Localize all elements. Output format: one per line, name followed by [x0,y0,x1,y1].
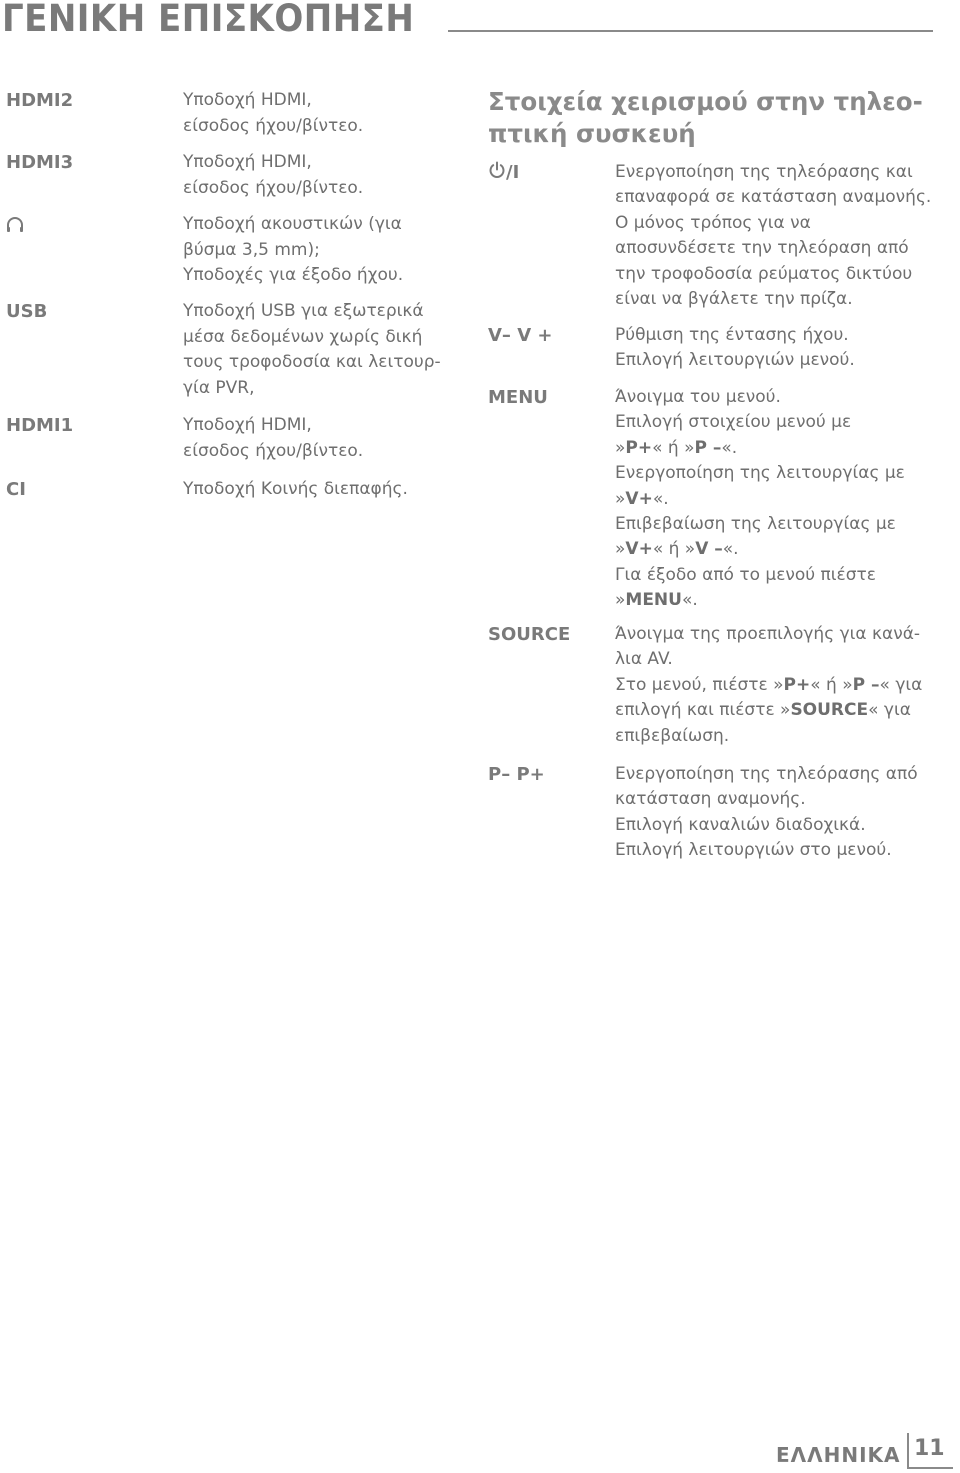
description-line [615,698,935,723]
description-line: Ενεργοποίηση της τηλεόρασης και [615,162,913,182]
connection-description [183,212,453,289]
text-fragment: » [615,437,626,458]
description-line: Επιλογή λειτουργιών μενού. [615,350,855,371]
key-name: SOURCE [790,700,869,721]
description-line: Υποδοχή ακουστικών (για [183,214,402,234]
description-line: Υποδοχή HDMI, [183,415,312,435]
description-line: Επιλογή καναλιών διαδοχικά. [615,814,866,835]
text-fragment: «. [652,488,669,509]
description-line [615,436,935,461]
footer-rule [907,1433,909,1469]
description-line: Άνοιγμα του μενού. [615,387,781,407]
description-line: κατάσταση αναμονής. [615,789,806,810]
control-label: V– V + [488,325,553,346]
control-description [615,160,935,312]
description-line: Επιλογή στοιχείου μενού με [615,412,852,433]
control-label [488,160,519,186]
connection-label: HDMI1 [6,415,74,436]
connection-description [183,299,453,401]
description-line: βύσμα 3,5 mm); [183,239,320,260]
section-heading [488,86,928,150]
page-number: 11 [914,1436,945,1461]
text-fragment: «. [721,437,738,458]
power-icon [488,161,506,186]
description-line: γία PVR, [183,377,255,398]
connection-description [183,150,453,201]
description-line: Ενεργοποίηση της τηλεόρασης από [615,764,918,784]
connection-label: CI [6,479,26,500]
description-line: λια AV. [615,649,673,670]
key-name: P – [852,674,880,695]
connection-label: HDMI2 [6,90,74,111]
control-label: SOURCE [488,624,571,645]
key-name: V+ [625,539,653,560]
description-line: επαναφορά σε κατάσταση αναμονής. [615,187,932,208]
description-line: Υποδοχή HDMI, [183,152,312,172]
description-line: Υποδοχή Κοινής διεπαφής. [183,479,408,499]
description-line: είσοδος ήχου/βίντεο. [183,115,364,136]
connection-description [183,477,453,503]
description-line: Ρύθμιση της έντασης ήχου. [615,325,849,345]
description-line [615,588,935,613]
key-name: P – [694,437,722,458]
text-fragment: Στο μενού, πιέστε » [615,674,784,695]
key-name: MENU [625,590,682,611]
control-description [615,622,935,749]
description-line: αποσυνδέσετε την τηλεόραση από [615,238,909,259]
description-line: Υποδοχές για έξοδο ήχου. [183,265,404,285]
power-label-suffix: /I [506,162,520,183]
description-line [615,487,935,512]
heading-line: πτική συσκευή [488,119,696,148]
key-name: P+ [625,437,653,458]
connection-label: HDMI3 [6,152,74,173]
connection-description [183,413,453,464]
description-line [615,673,935,698]
text-fragment: « ή » [652,437,695,458]
connection-label: USB [6,301,48,322]
key-name: P+ [783,674,811,695]
text-fragment: » [615,590,626,611]
description-line: επιβεβαίωση. [615,725,730,746]
text-fragment: επιλογή και πιέστε » [615,700,791,721]
connection-description [183,88,453,139]
page-title: ΓΕΝΙΚΗ ΕΠΙΣΚΟΠΗΣΗ [2,0,415,40]
text-fragment: « ή » [652,539,696,560]
description-line: μέσα δεδομένων χωρίς δική [183,326,423,347]
description-line: Υποδοχή USB για εξωτερικά [183,301,424,321]
footer-language: ΕΛΛΗΝΙΚΑ [776,1443,901,1467]
control-label: P– P+ [488,764,545,785]
text-fragment: « ή » [810,674,853,695]
footer-underline [909,1467,953,1469]
heading-line: Στοιχεία χειρισμού στην τηλεο- [488,87,923,116]
text-fragment: « για [868,700,911,721]
text-fragment: » [615,539,626,560]
control-description [615,385,935,614]
description-line [615,537,935,562]
control-description [615,762,935,864]
description-line: Ενεργοποίηση της λειτουργίας με [615,463,905,484]
key-name: V – [695,539,723,560]
description-line: τους τροφοδοσία και λειτουρ- [183,352,441,372]
text-fragment: «. [722,539,739,560]
description-line: την τροφοδοσία ρεύματος δικτύου [615,263,913,284]
control-label: MENU [488,387,548,408]
control-description [615,323,935,374]
description-line: είσοδος ήχου/βίντεο. [183,440,364,461]
description-line: Επιβεβαίωση της λειτουργίας με [615,514,896,535]
description-line: Υποδοχή HDMI, [183,90,312,110]
key-name: V+ [625,488,653,509]
title-rule [448,30,933,32]
text-fragment: «. [681,590,698,611]
description-line: Άνοιγμα της προεπιλογής για κανά- [615,624,921,644]
description-line: Για έξοδο από το μενού πιέστε [615,564,876,585]
description-line: Επιλογή λειτουργιών στο μενού. [615,840,892,861]
text-fragment: » [615,488,626,509]
description-line: είναι να βγάλετε την πρίζα. [615,289,853,310]
text-fragment: « για [879,674,923,695]
description-line: είσοδος ήχου/βίντεο. [183,177,364,198]
description-line: Ο μόνος τρόπος για να [615,212,811,233]
headphones-icon [6,216,24,241]
